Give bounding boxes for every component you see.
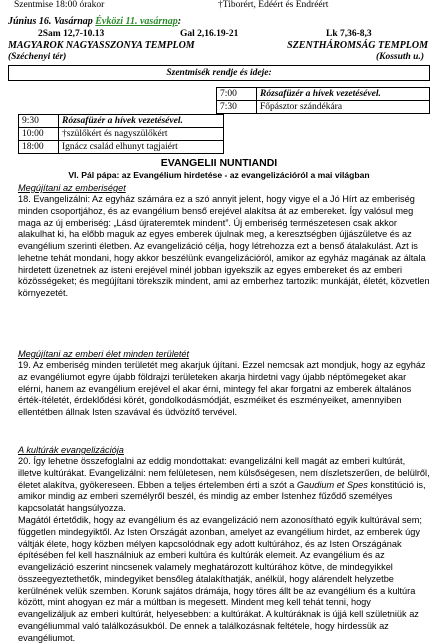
memorial-text: †Tiborért, Edéért és Endréért (218, 0, 329, 10)
church-left-address: (Széchenyi tér) (8, 52, 67, 62)
section-heading: Megújítani az emberiséget (18, 183, 126, 193)
church-right-address: (Kossuth u.) (375, 52, 424, 62)
paragraph-20-rest: konstitúció is, amikor mindig az emberi személyről beszél, és mindig az ember Istenhez fűződő személyes kapcsolatát hangsúlyozza. (18, 479, 426, 513)
article-title: EVANGELII NUNTIANDI (160, 157, 278, 169)
section-heading: A kultúrák evangelizációja (18, 445, 124, 455)
section-heading: Megújítani az emberi élet minden területét (18, 349, 190, 359)
paragraph-20-text: 20. Így lehetne összefoglalni az eddig mondottakat: evangelizálni kell magát az emberi kultúrát, illetve kultúrákat. Evangelizálni: nem felületesen, nem külsőségesen, nem díszletszerűen, de belülről, életet alakítva, gyökereseen. Ebben a teljes értelemben érti a szót a (18, 456, 430, 490)
schedule-row (19, 115, 224, 128)
service-time: Szentmise 18:00 órakor (14, 0, 105, 10)
schedule-row (217, 101, 430, 114)
schedule-text: Rózsafüzér a hívek vezetésével. (257, 88, 430, 101)
article-subtitle: VI. Pál pápa: az Evangélium hirdetése - az evangelizációról a mai világban (68, 170, 370, 180)
schedule-row (217, 88, 430, 101)
schedule-time: 7:30 (217, 101, 257, 114)
date-line (8, 16, 181, 27)
reading-1: 2Sam 12,7-10.13 (38, 29, 105, 39)
sunday-name: Évközi 11. vasárnap (95, 16, 178, 27)
schedule-text: †szülőkért és nagyszülőkért (59, 128, 224, 141)
schedule-right-table (216, 87, 430, 114)
schedule-row (19, 128, 224, 141)
reading-3: Lk 7,36-8,3 (326, 29, 372, 39)
paragraph-20-continued: Magától értetődik, hogy az evangélium és az evangelizáció nem azonosítható egyik kultúrával sem; független mindegyiktől. Az Isten Országát azonban, amelyet az evangélium hirdet, az emberek úgy váltják élete, hogy közben mélyen kapcsolódnak egy adott kultúrához, és az Isten Országának építésében fel kell használniuk az emberi kultúra és kultúrák elemeit. Az evangélium és az evangelizáció eszerint nincsenek valamely meghatározott kultúrához kötve, de mindegyikkel összeegyeztethetők, mindegyiket bensőleg átalakíthatják, anélkül, hogy alárendelt helyzetbe kerülnének velük szemben. Korunk sajátos drámája, hogy töres állt be az evangélium és a kultúra között, mint ahogyan ez már a múltban is megesett. Mindent meg kell tehát tenni, hogy evangelizáljuk az emberi kultúrát, helyesebben: a kultúrákat. A kultúráknak is újjá kell születniük az evangéliummal való találkozásukból. De ennek a találkozásnak feltétele, hogy hirdessük az evangéliumot. (18, 515, 422, 643)
reading-2: Gal 2,16.19-21 (180, 29, 239, 39)
schedule-time: 18:00 (19, 141, 59, 154)
schedule-time: 7:00 (217, 88, 257, 101)
paragraph-18: 18. Evangelizálni: Az egyház számára ez a szó annyit jelent, hogy vigye el a Jó Hírt az emberiség minden csoportjához, és az evangélium benső erejével alakítsa át az embereket. Így valósul meg maga az új emberiség: „Lásd újrateremtek mindent”. Új emberiség természetesen csak akkor alakulhat ki, ha előbb maguk az egyes emberek újulnak meg, a keresztségben újjászületve és az evangélium szerinti életben. Az evangelizáció célja, hogy létrehozza ezt a benső átalakulást. Azt is lehetne tehát mondani, hogy akkor beszélünk evangelizációról, amikor az egyház magának az általa hirdetett üzenetnek az isteni erejével minél jobban igyekszik az egyes embereket és az emberi közösségeket; és megújítani törekszik mindent, ami az emberhez tartozik: munkáját, életét, közvetlen környezetét. (18, 194, 430, 298)
date: Június 16. (8, 16, 52, 27)
schedule-text: Rózsafüzér a hívek vezetésével. (59, 115, 224, 128)
schedule-text: Főpásztor szándékára (257, 101, 430, 114)
schedule-left-table (18, 114, 224, 154)
schedule-time: 9:30 (19, 115, 59, 128)
schedule-title-box (8, 65, 430, 81)
schedule-time: 10:00 (19, 128, 59, 141)
date-colon: : (177, 16, 182, 27)
church-left-name: MAGYAROK NAGYASSZONYA TEMPLOM (8, 40, 195, 51)
schedule-text: Ignácz család elhunyt tagjaiért (59, 141, 224, 154)
schedule-row (19, 141, 224, 154)
paragraph-20 (18, 456, 430, 515)
schedule-title: Szentmisék rendje és ideje: (166, 68, 272, 78)
paragraph-19: 19. Az emberiség minden területét meg akarjuk újítani. Ezzel nemcsak azt mondjuk, hogy az egyház az evangéliumot egyre újabb földrajzi területeken akarja hirdetni vagy újabb néptömegeket akar elérni, hanem az evangélium erejével el akar érni, mintegy fel akar forgatni az emberek általános érték-ítéletét, érdeklődési körét, gondolkodásmódját, eszméiket és eszményeiket, amennyiben ellentétben állnak Isten szavával és üdvözítő tervével. (18, 360, 426, 417)
gaudium-et-spes-term: Gaudium et Spes (296, 479, 368, 490)
sunday-label: Vasárnap (53, 16, 93, 27)
church-right-name: SZENTHÁROMSÁG TEMPLOM (287, 40, 428, 51)
